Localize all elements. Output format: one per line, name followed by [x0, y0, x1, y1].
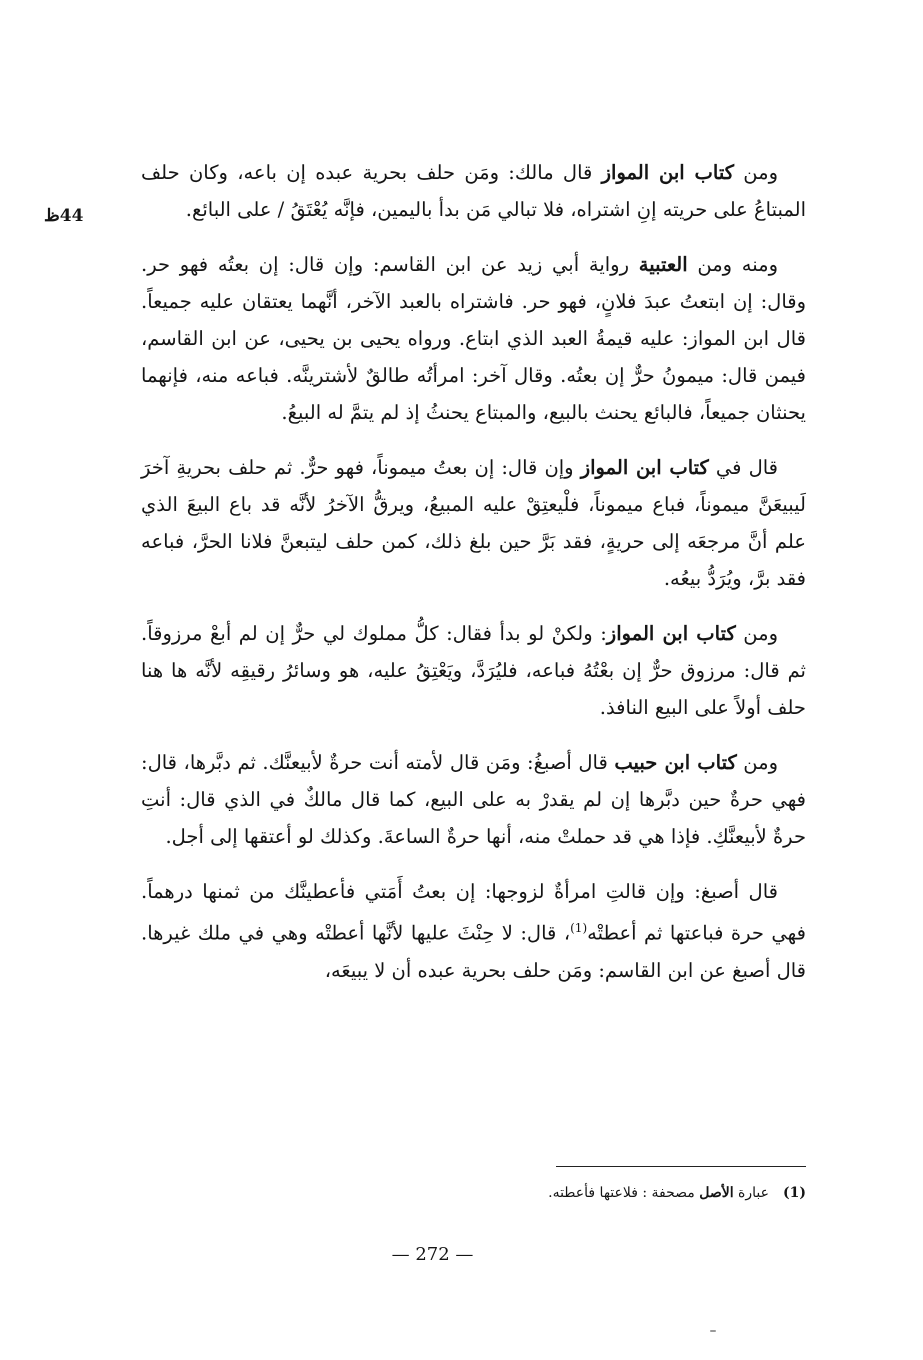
paragraph — [141, 154, 806, 228]
paragraph — [141, 449, 806, 597]
footnote-marker: (1) — [783, 1185, 806, 1201]
paragraph — [141, 615, 806, 726]
text-run: : ولكنْ لو بدأ فقال: كلُّ مملوك لي حرٌّ إن لم أبعْ مرزوقاً. ثم قال: مرزوق حرٌّ إن بعْتُهُ فباعه، فليُرَدَّ، ويَعْتِقُ عليه، هو وسائرُ رقيقِه لأنَّه ها هنا حلف أولاً على البيع النافذ. — [141, 622, 806, 719]
page-number: — 272 — — [391, 1244, 474, 1265]
book-title: العتبية — [638, 253, 688, 276]
book-title: الأصل — [699, 1185, 734, 1201]
footnote-ref: (1) — [570, 921, 588, 935]
book-title: كتاب ابن المواز — [580, 456, 709, 479]
text-run: ومن — [735, 622, 778, 645]
book-title: كتاب ابن المواز — [601, 161, 735, 184]
paragraph — [141, 246, 806, 431]
text-run: قال أصبغُ: ومَن قال لأمته أنت حرةٌ لأبيعنَّك. ثم دبَّرها، قال: فهي حرةٌ حين دبَّرها إن لم يقدرْ به على البيع، كما قال مالكٌ في الذي قال: أنتِ حرةٌ لأبيعنَّكِ. فإذا هي قد حملتْ منه، أنها حرةٌ الساعةَ. وكذلك لو أعتقها إلى أجل. — [141, 751, 806, 848]
book-title: كتاب ابن المواز — [606, 622, 736, 645]
paragraph — [141, 873, 806, 989]
paragraph — [141, 744, 806, 855]
text-run: ، قال: لا حِنْثَ عليها لأنَّها أعطتْه وهي في ملك غيرها. قال أصبغ عن ابن القاسم: ومَن حلف بحرية عبده أن لا يبيعَه، — [141, 921, 806, 982]
text-run: ومن — [736, 751, 778, 774]
book-title: كتاب ابن حبيب — [614, 751, 737, 774]
text-run: مصحفة : فلاعتها فأعطته. — [548, 1185, 700, 1201]
text-run: قال أصبغ: وإن قالتِ امرأةٌ لزوجها: إن بعتُ أَمَتي فأعطينَّك من ثمنها درهماً. فهي حرة فباعتها ثم أعطتْه — [141, 880, 806, 945]
text-run: رواية أبي زيد عن ابن القاسم: وإن قال: إن بعتُه فهو حر. وقال: إن ابتعتُ عبدَ فلانٍ، فهو حر. فاشتراه بالعبد الآخر، أنَّهما يعتقان عليه جميعاً. قال ابن المواز: عليه قيمةُ العبد الذي ابتاع. ورواه يحيى بن يحيى، عن ابن القاسم، فيمن قال: ميمونُ حرٌّ إن بعتُه. وقال آخر: امرأتُه طالقٌ لأشترينَّه. فباعه منه، فإنهما يحنثان جميعاً، فالبائع يحنث بالبيع، والمبتاع يحنثُ إذ لم يتمَّ له البيعُ. — [141, 253, 806, 424]
text-run: قال في — [708, 456, 779, 479]
text-run: وإن قال: إن بعتُ ميموناً، فهو حرٌّ. ثم حلف بحريةِ آخرَ لَيبيعَنَّ ميموناً، فباع ميموناً، فلْيعتِقْ عليه المبيعُ، ويرقُّ الآخرُ لأنَّه قد باع البيعَ الذي علم أنَّ مرجعَه إلى حريةٍ، فقد بَرَّ حين بلغ ذلك، كمن حلف ليتبعنَّ فلانا الحرَّ، فباعه فقد برَّ، ويُرَدُّ بيعُه. — [141, 456, 806, 590]
main-text — [141, 154, 806, 1007]
scan-speck — [710, 1330, 716, 1332]
text-run: ومنه ومن — [687, 253, 778, 276]
text-run: عبارة — [733, 1185, 769, 1201]
footnote-divider — [556, 1166, 806, 1167]
footnote — [141, 1183, 806, 1203]
footnote-text — [548, 1185, 769, 1201]
text-run: قال مالك: ومَن حلف بحرية عبده إن باعه، وكان حلف المبتاعُ على حريته إنِ اشتراه، فلا تبالي مَن بدأ باليمين، فإنَّه يُعْتَقُ / على البائع. — [141, 161, 806, 221]
text-run: ومن — [734, 161, 779, 184]
manuscript-folio-note: 44ظ — [44, 206, 84, 226]
